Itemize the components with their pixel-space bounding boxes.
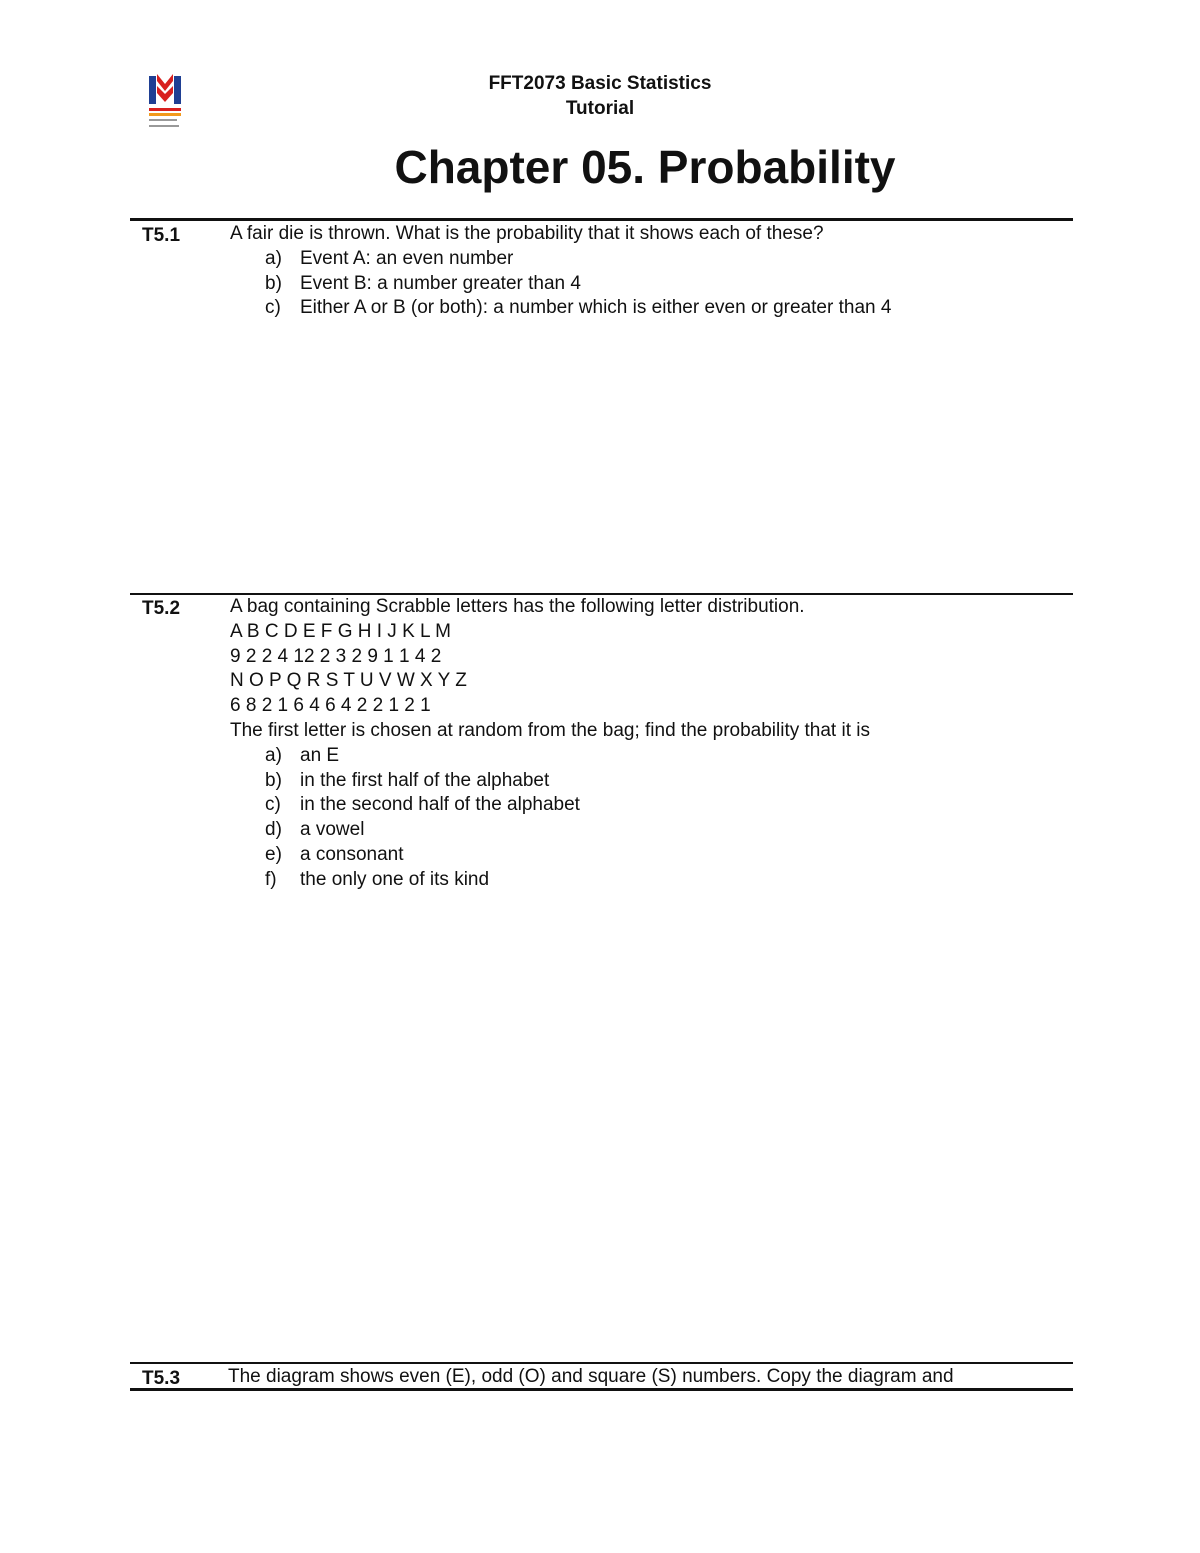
document-type: Tutorial	[565, 98, 635, 119]
question-number: T5.3	[142, 1368, 181, 1389]
sub-question-text: a vowel	[300, 819, 365, 841]
sub-question-text: a consonant	[300, 843, 404, 865]
sub-question-marker: f)	[265, 868, 277, 890]
count-row: 6 8 2 1 6 4 6 4 2 2 1 2 1	[230, 695, 431, 717]
question-text: A fair die is thrown. What is the probability that it shows each of these?	[230, 223, 824, 244]
sub-question-text: the only one of its kind	[300, 868, 490, 890]
count-row: 9 2 2 4 12 2 3 2 9 1 1 4 2	[230, 645, 442, 667]
question-number: T5.1	[142, 225, 181, 246]
sub-question-marker: d)	[265, 819, 282, 841]
sub-question	[230, 868, 870, 893]
question-body	[230, 595, 870, 893]
question-body	[228, 1365, 954, 1390]
sub-question-marker: c)	[265, 297, 281, 319]
section-divider	[130, 1362, 1073, 1364]
sub-question-marker: c)	[265, 794, 281, 816]
sub-question-marker: a)	[265, 744, 282, 766]
sub-question	[230, 272, 891, 297]
sub-question-marker: b)	[265, 769, 282, 791]
sub-question-text: an E	[300, 744, 340, 766]
question-text: A bag containing Scrabble letters has the following letter distribution.	[230, 596, 805, 617]
sub-question-text: in the first half of the alphabet	[300, 769, 550, 791]
sub-question-text: in the second half of the alphabet	[300, 794, 580, 816]
sub-question-text: Event A: an even number	[300, 247, 514, 269]
question-text: The first letter is chosen at random from the bag; find the probability that it is	[230, 719, 870, 741]
chapter-title: Chapter 05. Probability	[394, 141, 896, 193]
question-text: The diagram shows even (E), odd (O) and square (S) numbers. Copy the diagram and	[228, 1366, 954, 1387]
sub-question-list	[230, 247, 891, 321]
question-number: T5.2	[142, 598, 181, 619]
sub-question	[230, 247, 891, 272]
sub-question-list	[230, 744, 870, 893]
sub-question	[230, 843, 870, 868]
course-title: FFT2073 Basic Statistics	[488, 73, 712, 94]
sub-question-text: Event B: a number greater than 4	[300, 272, 581, 294]
question-body	[230, 222, 891, 321]
sub-question	[230, 818, 870, 843]
sub-question-marker: e)	[265, 843, 282, 865]
section-divider	[130, 218, 1073, 221]
sub-question	[230, 793, 870, 818]
sub-question	[230, 769, 870, 794]
sub-question-marker: a)	[265, 247, 282, 269]
sub-question-marker: b)	[265, 272, 282, 294]
letter-row: A B C D E F G H I J K L M	[230, 620, 452, 642]
sub-question	[230, 744, 870, 769]
sub-question-text: Either A or B (or both): a number which is either even or greater than 4	[300, 297, 892, 319]
sub-question	[230, 296, 891, 321]
letter-row: N O P Q R S T U V W X Y Z	[230, 670, 467, 692]
